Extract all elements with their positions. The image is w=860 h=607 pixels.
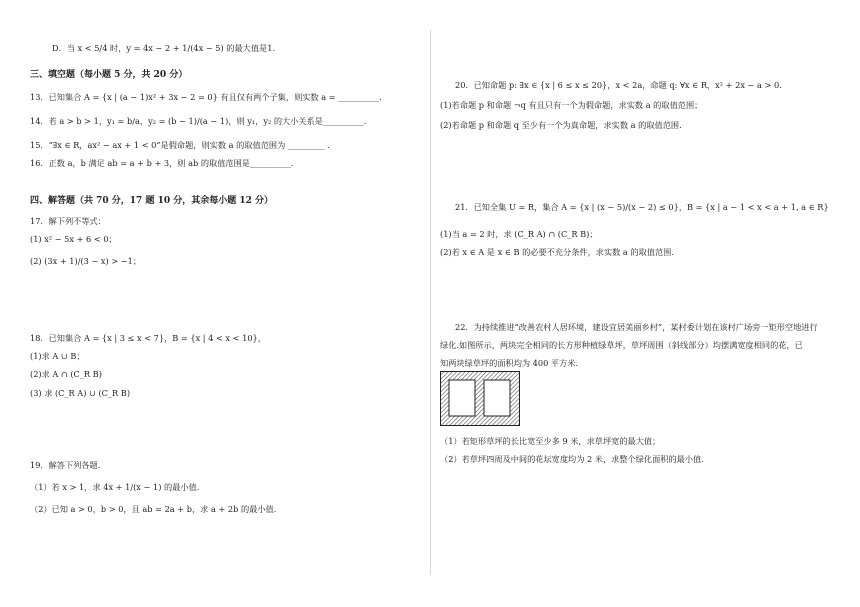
- question-20-part-2: (2)若命题 p 和命题 q 至少有一个为真命题，求实数 a 的取值范围.: [440, 120, 682, 130]
- question-19-part-2: （2）已知 a > 0，b > 0，且 ab = 2a + b，求 a + 2b 的最小值.: [30, 504, 277, 514]
- question-18-part-1: (1)求 A ∪ B；: [30, 351, 85, 361]
- question-18-part-3: (3) 求 (C_R A) ∪ (C_R B): [30, 388, 131, 398]
- question-18-part-2: (2)求 A ∩ (C_R B): [30, 369, 102, 379]
- lawn-left: [449, 380, 475, 416]
- question-19-part-1: （1）若 x > 1，求 4x + 1/(x − 1) 的最小值.: [30, 482, 200, 492]
- lawn-right: [484, 380, 510, 416]
- question-22-line-1: 22．为持续推进“改善农村人居环境，建设宜居美丽乡村”，某村委计划在该村广场旁一矩形空地进行: [455, 322, 818, 332]
- column-divider: [430, 30, 431, 575]
- question-17-part-1: (1) x² − 5x + 6 < 0；: [30, 234, 117, 244]
- lawn-figure: [440, 371, 520, 426]
- section-4-title: 四、解答题（共 70 分，17 题 10 分，其余每小题 12 分）: [30, 196, 274, 206]
- question-21-part-1: (1)当 a = 2 时，求 (C_R A) ∩ (C_R B)；: [440, 229, 598, 239]
- question-14: 14．若 a > b > 1，y₁ = b/a，y₂ = (b − 1)/(a − 1)，则 y₁，y₂ 的大小关系是__________.: [30, 116, 367, 126]
- question-16: 16．正数 a，b 满足 ab = a + b + 3，则 ab 的取值范围是__________.: [30, 158, 294, 168]
- question-18: 18．已知集合 A = {x | 3 ≤ x < 7}，B = {x | 4 < x < 10}，: [30, 333, 266, 343]
- question-22-part-2: （2）若草坪四周及中间的花坛宽度均为 2 米，求整个绿化面积的最小值.: [440, 454, 704, 464]
- section-3-title: 三、填空题（每小题 5 分，共 20 分）: [30, 70, 188, 80]
- question-21: 21．已知全集 U = R，集合 A = {x | (x − 5)/(x − 2) ≤ 0}，B = {x | a − 1 < x < a + 1, a ∈ R}: [455, 202, 829, 212]
- question-13: 13．已知集合 A = {x | (a − 1)x² + 3x − 2 = 0} 有且仅有两个子集，则实数 a = __________.: [30, 92, 382, 102]
- question-20-part-1: (1)若命题 p 和命题 ¬q 有且只有一个为假命题，求实数 a 的取值范围；: [440, 100, 703, 110]
- question-17-part-2: (2) (3x + 1)/(3 − x) > −1；: [30, 256, 142, 266]
- question-22-part-1: （1）若矩形草坪的长比宽至少多 9 米，求草坪宽的最大值；: [440, 436, 661, 446]
- question-20: 20．已知命题 p: ∃x ∈ {x | 6 ≤ x ≤ 20}，x < 2a，命题 q: ∀x ∈ R，x² + 2x − a > 0.: [455, 80, 782, 90]
- question-22-line-3: 知两块绿草坪的面积均为 400 平方米.: [440, 358, 579, 368]
- question-19: 19．解答下列各题.: [30, 460, 101, 470]
- question-22-line-2: 绿化.如图所示，两块完全相同的长方形种植绿草坪，草坪周围（斜线部分）均摆满宽度相同的花，已: [440, 340, 803, 350]
- question-15: 15．“∃x ∈ R，ax² − ax + 1 < 0”是假命题，则实数 a 的取值范围为 _________ .: [30, 140, 330, 150]
- option-d: D．当 x < 5/4 时，y = 4x − 2 + 1/(4x − 5) 的最大值是1.: [52, 43, 276, 53]
- question-21-part-2: (2)若 x ∈ A 是 x ∈ B 的必要不充分条件，求实数 a 的取值范围.: [440, 247, 674, 257]
- question-17: 17．解下列不等式：: [30, 216, 106, 226]
